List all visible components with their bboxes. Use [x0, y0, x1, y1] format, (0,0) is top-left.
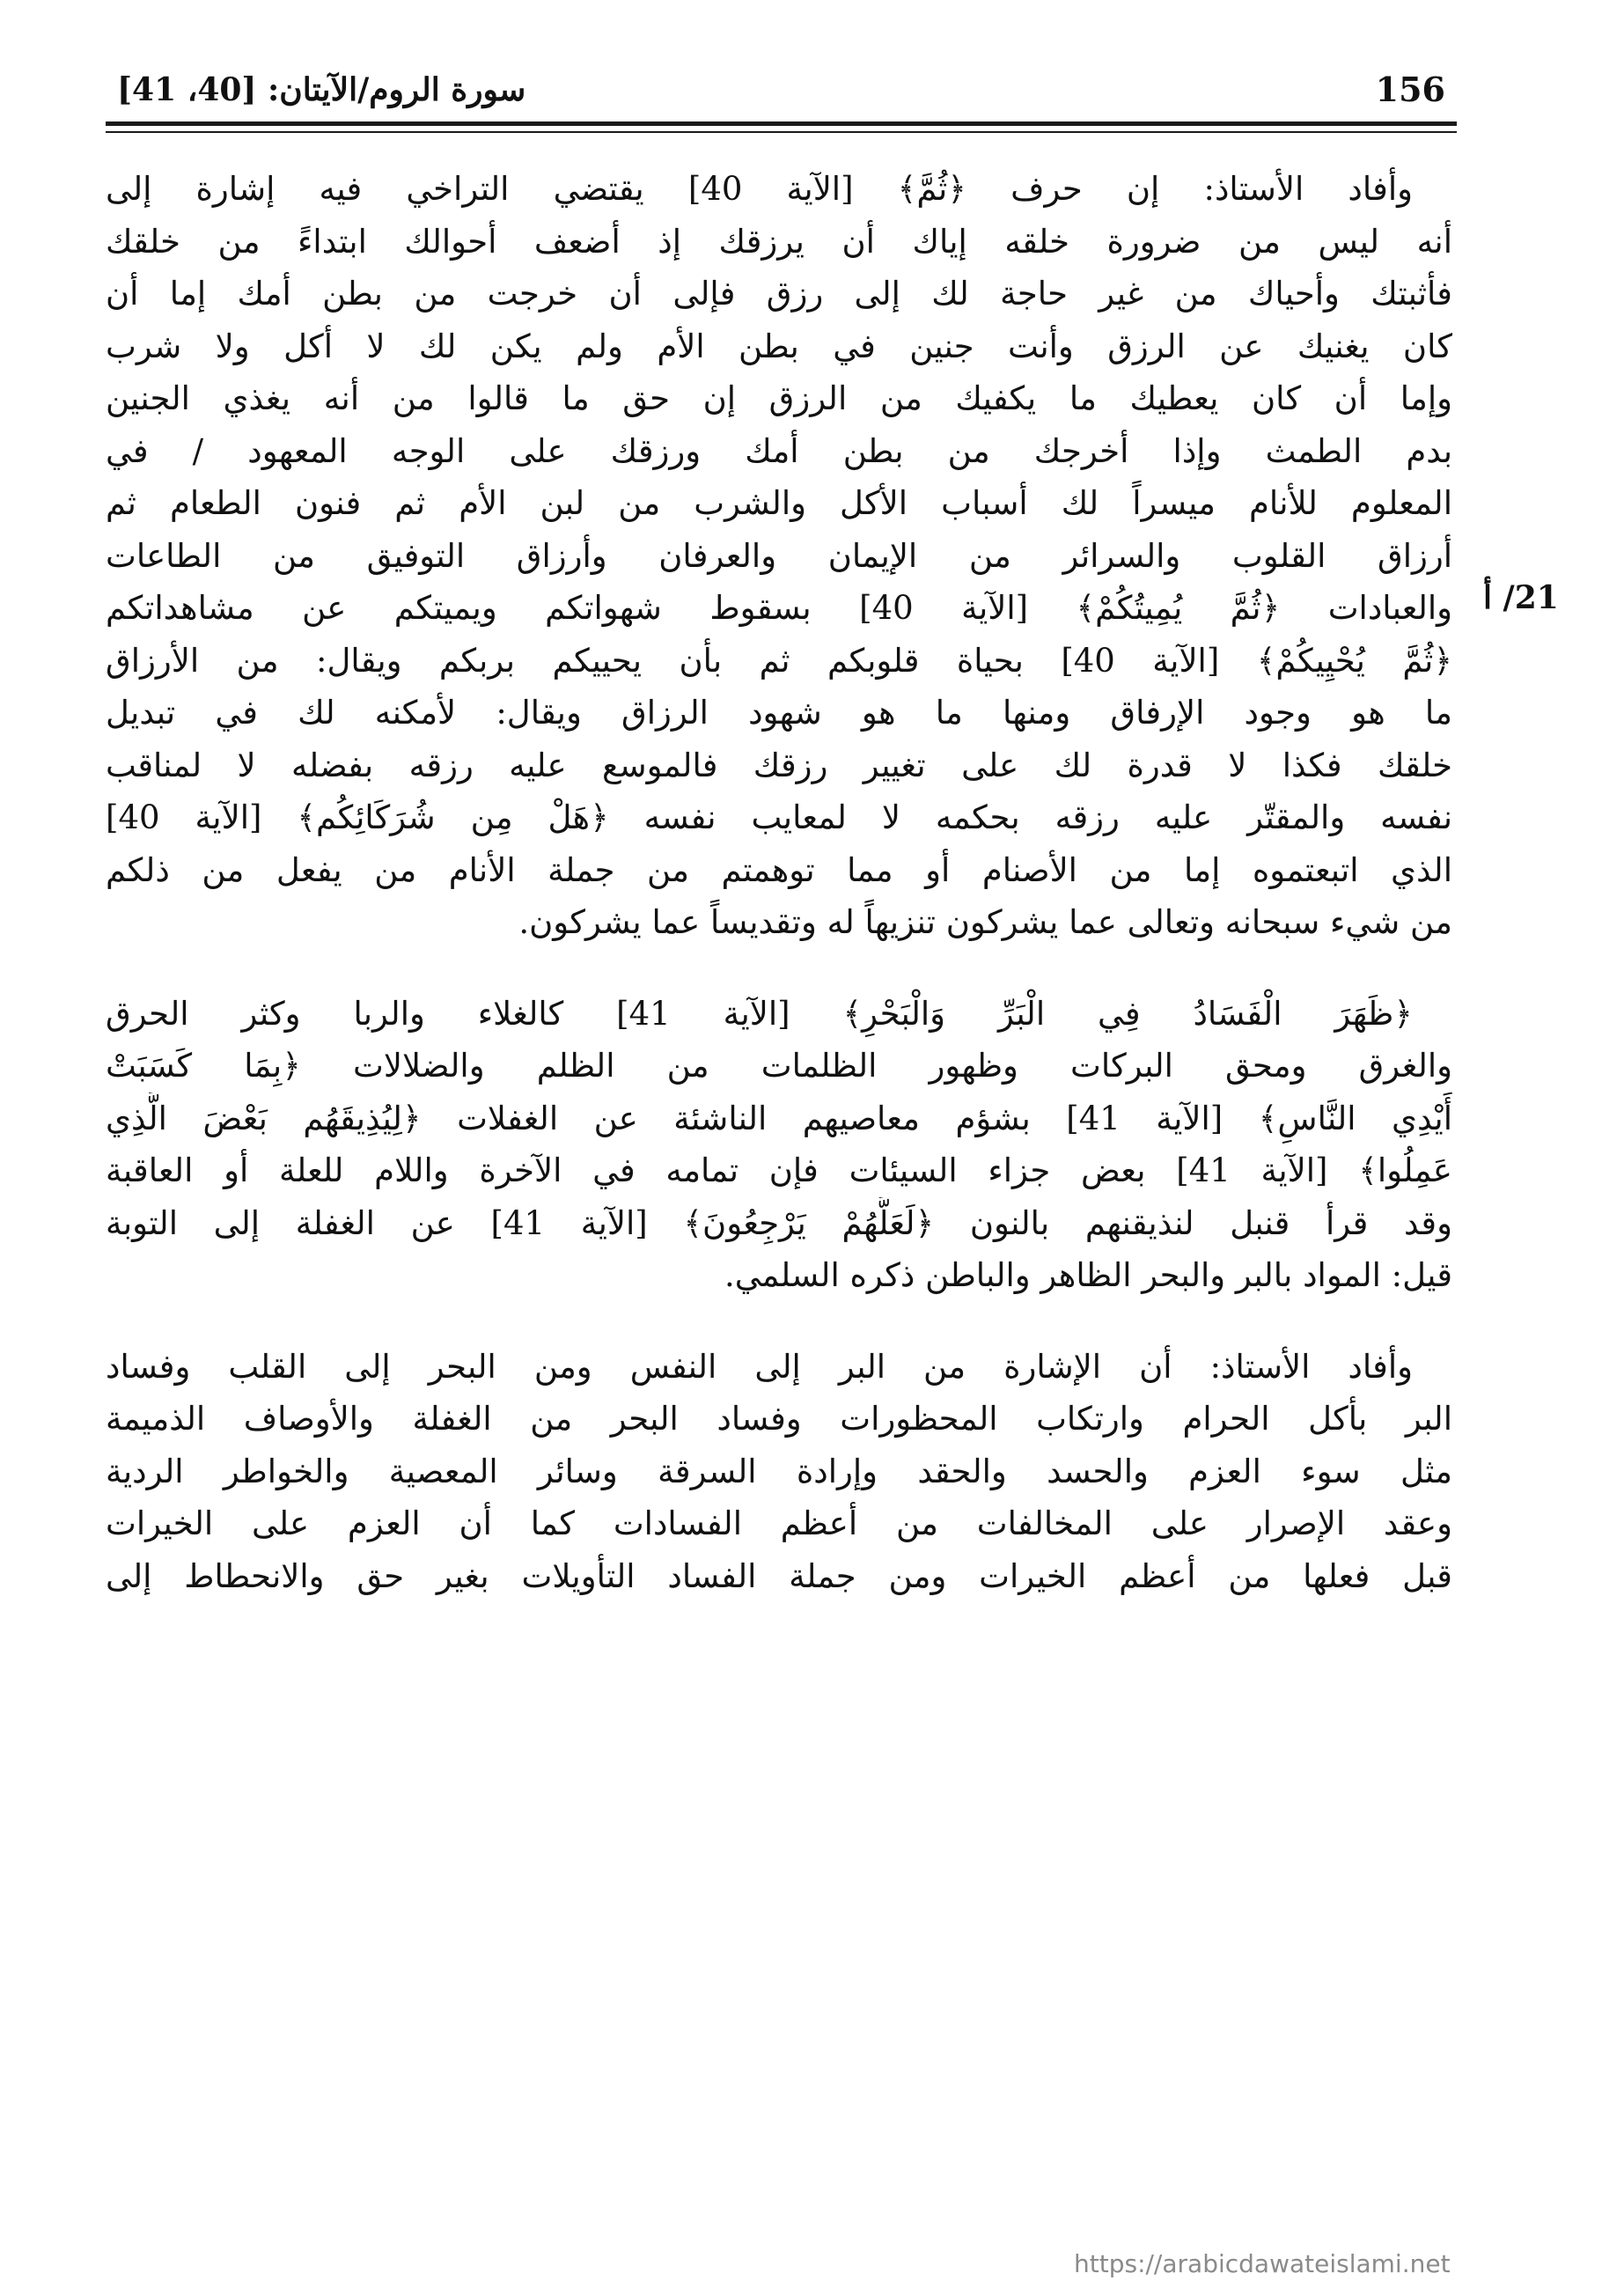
text-line: عَمِلُوا﴾ [الآية 41] بعض جزاء السيئات فإن تمامه في الآخرة واللام للعلة أو العاقبة [106, 1151, 1452, 1189]
text-line: وأفاد الأستاذ: إن حرف ﴿ثُمَّ﴾ [الآية 40] يقتضي التراخي فيه إشارة إلى [106, 170, 1413, 208]
text-line: الذي اتبعتموه إما من الأصنام أو مما توهمتم من جملة الأنام من يفعل من ذلكم [106, 850, 1452, 889]
page-header [110, 66, 1452, 119]
manuscript-folio-note: 21/ أ [1483, 579, 1559, 616]
text-line: وقد قرأ قنبل لنذيقنهم بالنون ﴿لَعَلَّهُمْ يَرْجِعُونَ﴾ [الآية 41] عن الغفلة إلى التوبة [106, 1203, 1452, 1242]
text-line: أرزاق القلوب والسرائر من الإيمان والعرفان وأرزاق التوفيق من الطاعات [106, 536, 1452, 575]
text-line: والعبادات ﴿ثُمَّ يُمِيتُكُمْ﴾ [الآية 40] بسقوط شهواتكم ويميتكم عن مشاهداتكم [106, 589, 1452, 627]
paragraph-gap [106, 949, 1452, 988]
text-line: البر بأكل الحرام وارتكاب المحظورات وفساد البحر من الغفلة والأوصاف الذميمة [106, 1400, 1452, 1438]
text-line: وعقد الإصرار على المخالفات من أعظم الفسادات كما أن العزم على الخيرات [106, 1504, 1452, 1542]
text-line: فأثبتك وأحياك من غير حاجة لك إلى رزق فإلى أن خرجت من بطن أمك إما أن [106, 275, 1452, 313]
text-line: أَيْدِي النَّاسِ﴾ [الآية 41] بشؤم معاصيهم الناشئة عن الغفلات ﴿لِيُذِيقَهُم بَعْضَ الَّذِي [106, 1099, 1452, 1137]
body-text [106, 163, 1452, 1602]
text-line: من شيء سبحانه وتعالى عما يشركون تنزيهاً له وتقديساً عما يشركون. [518, 903, 1452, 941]
header-rule-thick [106, 121, 1457, 126]
text-line: كان يغنيك عن الرزق وأنت جنين في بطن الأم ولم يكن لك لا أكل ولا شرب [106, 327, 1452, 365]
paragraph-1 [106, 163, 1452, 949]
text-line: ما هو وجود الإرفاق ومنها ما هو شهود الرزاق ويقال: لأمكنه لك في تبديل [106, 694, 1452, 732]
paragraph-3 [106, 1341, 1452, 1603]
text-line: أنه ليس من ضرورة خلقه إياك أن يرزقك إذ أضعف أحوالك ابتداءً من خلقك [106, 222, 1452, 261]
paragraph-2 [106, 988, 1452, 1302]
text-line: وإما أن كان يعطيك ما يكفيك من الرزق إن حق ما قالوا من أنه يغذي الجنين [106, 379, 1452, 417]
text-line: المعلوم للأنام ميسراً لك أسباب الأكل والشرب من لبن الأم ثم فنون الطعام ثم [106, 484, 1452, 522]
text-line: ﴿ظَهَرَ الْفَسَادُ فِي الْبَرِّ وَالْبَحْرِ﴾ [الآية 41] كالغلاء والربا وكثر الحرق [106, 994, 1413, 1033]
page-number: 156 [1375, 70, 1445, 109]
text-line: قبل فعلها من أعظم الخيرات ومن جملة الفساد التأويلات بغير حق والانحطاط إلى [106, 1556, 1452, 1595]
header-rule-thin [106, 131, 1457, 133]
text-line: مثل سوء العزم والحسد والحقد وإرادة السرقة وسائر المعصية والخواطر الردية [106, 1452, 1452, 1490]
text-line: والغرق ومحق البركات وظهور الظلمات من الظلم والضلالات ﴿بِمَا كَسَبَتْ [106, 1047, 1452, 1085]
paragraph-gap [106, 1302, 1452, 1341]
running-head: سورة الروم/الآيتان: [40، 41] [117, 71, 526, 108]
text-line: خلقك فكذا لا قدرة لك على تغيير رزقك فالموسع عليه رزقه بفضله لا لمناقب [106, 746, 1452, 784]
source-url-watermark: https://arabicdawateislami.net [1074, 2249, 1451, 2278]
text-line: نفسه والمقتّر عليه رزقه بحكمه لا لمعايب نفسه ﴿هَلْ مِن شُرَكَائِكُم﴾ [الآية 40] [106, 798, 1452, 836]
text-line: وأفاد الأستاذ: أن الإشارة من البر إلى النفس ومن البحر إلى القلب وفساد [106, 1347, 1413, 1386]
text-line: بدم الطمث وإذا أخرجك من بطن أمك ورزقك على الوجه المعهود / في [106, 431, 1452, 470]
text-line: قيل: المواد بالبر والبحر الظاهر والباطن ذكره السلمي. [724, 1256, 1452, 1294]
text-line: ﴿ثُمَّ يُحْيِيكُمْ﴾ [الآية 40] بحياة قلوبكم ثم بأن يحييكم بربكم ويقال: من الأرزاق [106, 641, 1452, 680]
